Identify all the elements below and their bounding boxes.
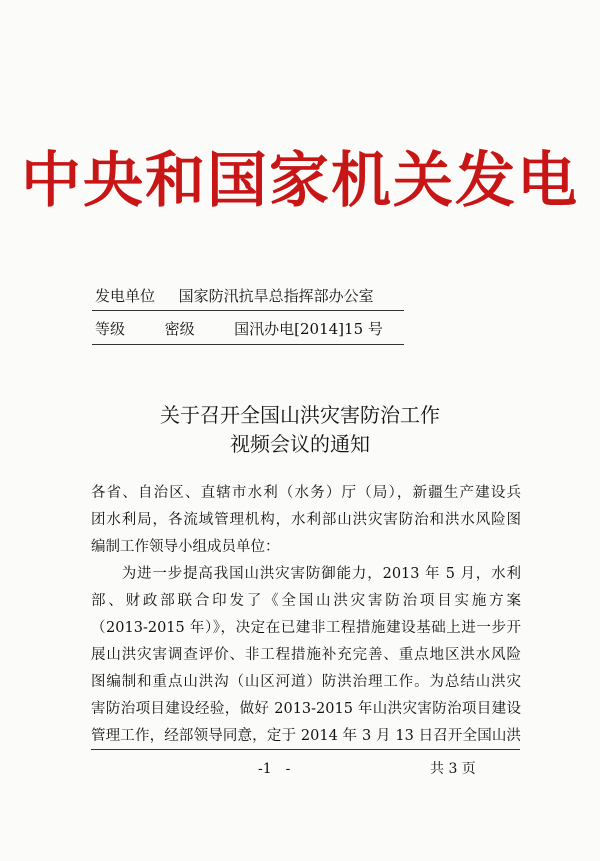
notice-title-line-2: 视频会议的通知 (230, 432, 370, 456)
sender-value: 国家防汛抗旱总指挥部办公室 (178, 287, 374, 305)
secrecy-label: 密级 (164, 320, 195, 338)
body-line: 管理工作，经部领导同意，定于 2014 年 3 月 13 日召开全国山洪 (91, 728, 521, 744)
doc-number: 国汛办电[2014]15 号 (234, 320, 383, 338)
grade-row (95, 319, 415, 339)
body-line: 部、财政部联合印发了《全国山洪灾害防治项目实施方案 (91, 593, 521, 609)
body-line: 编制工作领导小组成员单位： (91, 539, 280, 555)
sender-row (95, 286, 415, 306)
masthead-title: 中央和国家机关发电 (21, 146, 579, 216)
meta-divider-1 (92, 310, 404, 311)
body-line: 害防治项目建设经验，做好 2013-2015 年山洪灾害防治项目建设 (91, 701, 521, 717)
body-line: 团水利局，各流域管理机构，水利部山洪灾害防治和洪水风险图 (91, 512, 521, 528)
body-line: 各省、自治区、直辖市水利（水务）厅（局），新疆生产建设兵 (91, 485, 521, 501)
sender-label: 发电单位 (95, 287, 156, 305)
body-line: 展山洪灾害调查评价、非工程措施补充完善、重点地区洪水风险 (91, 647, 521, 663)
total-pages: 共 3 页 (430, 761, 476, 777)
body-line: （2013-2015 年）》，决定在已建非工程措施建设基础上进一步开 (91, 620, 521, 636)
notice-title-line-1: 关于召开全国山洪灾害防治工作 (160, 403, 440, 427)
meta-divider-2 (92, 344, 404, 345)
page-number: -1 - (258, 761, 291, 777)
body-line: 为进一步提高我国山洪灾害防御能力，2013 年 5 月，水利 (91, 566, 521, 582)
footer-divider (91, 749, 520, 750)
grade-label: 等级 (95, 320, 126, 338)
body-line: 图编制和重点山洪沟（山区河道）防洪治理工作。为总结山洪灾 (91, 674, 521, 690)
